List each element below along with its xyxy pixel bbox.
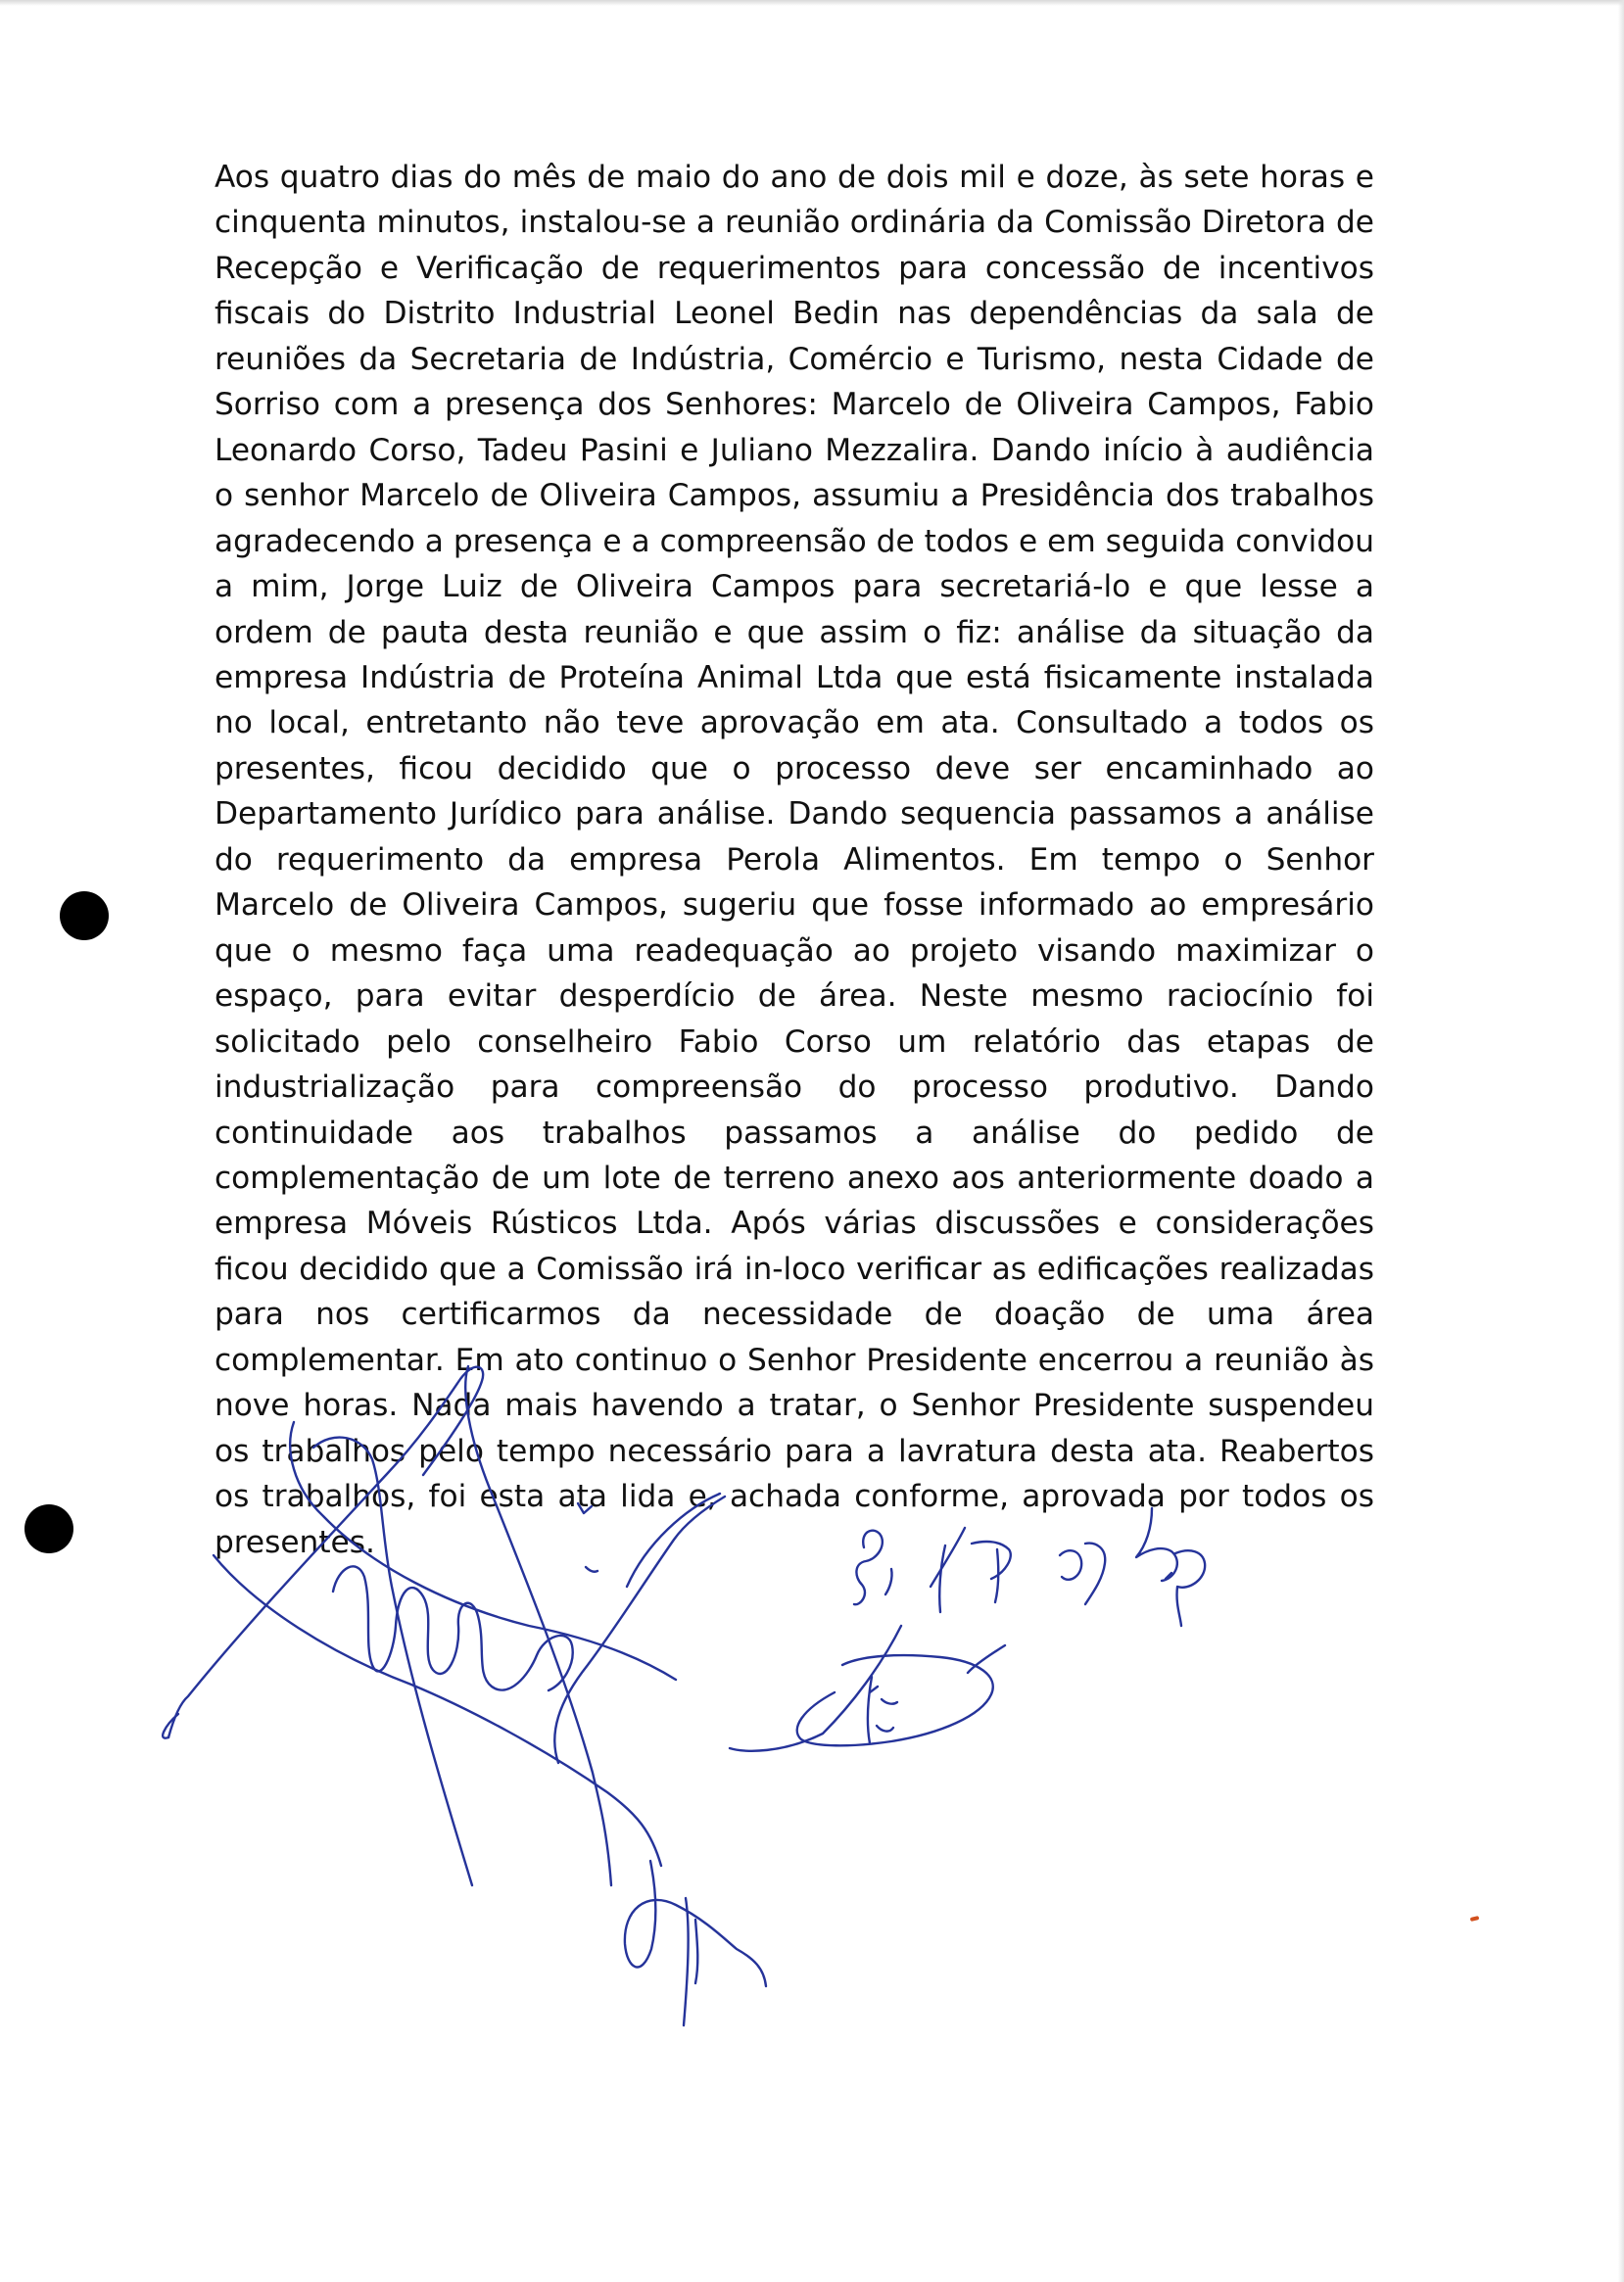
signature-stroke (882, 1699, 897, 1704)
signature-stroke (214, 1555, 661, 1866)
signature-stroke (885, 1569, 892, 1594)
signature-stroke (877, 1726, 893, 1732)
signature-stroke (586, 1567, 597, 1572)
signature-stroke (868, 1677, 872, 1743)
signature-stroke (684, 1898, 689, 2025)
signature-stroke (333, 1566, 573, 1690)
signature-stroke (695, 1920, 697, 1983)
signature-stroke (625, 1861, 766, 1986)
signature-stroke (968, 1645, 1005, 1673)
scan-edge-shadow (0, 0, 1624, 6)
punch-hole (24, 1504, 73, 1553)
signature-stroke (730, 1626, 901, 1751)
signature-stroke (797, 1655, 993, 1745)
scan-edge-shadow-right (1618, 0, 1624, 2282)
stray-ink-mark (1470, 1916, 1480, 1922)
punch-hole (60, 891, 109, 940)
signature-stroke (1166, 1573, 1171, 1579)
signature-stroke (870, 1687, 878, 1692)
signature-stroke (163, 1714, 178, 1738)
minutes-body-text: Aos quatro dias do mês de maio do ano de dois mil e doze, às sete horas e cinquenta minutos, instalou-se a reunião ordinária da Comissão Diretora de Recepção e Verificação de requerimentos para concessão de incentivos fiscais do Distrito Industrial Leonel Bedin nas dependências da sala de reuniões da Secretaria de Indústria, Comércio e Turismo, nesta Cidade de Sorriso com a presença dos Senhores: Marcelo de Oliveira Campos, Fabio Leonardo Corso, Tadeu Pasini e Juliano Mezzalira. Dando início à audiência o senhor Marcelo de Oliveira Campos, assumiu a Presidência dos trabalhos agradecendo a presença e a compreensão de todos e em seguida convidou a mim, Jorge Luiz de Oliveira Campos para secretariá-lo e que lesse a ordem de pauta desta reunião e que assim o fiz: análise da situação da empresa Indústria de Proteína Animal Ltda que está fisicamente instalada no local, entretanto não teve aprovação em ata. Consultado a todos os presentes, ficou decidido que o processo deve ser encaminhado ao Departamento Jurídico para análise. Dando sequencia passamos a análise do requerimento da empresa Perola Alimentos. Em tempo o Senhor Marcelo de Oliveira Campos, sugeriu que fosse informado ao empresário que o mesmo faça uma readequação ao projeto visando maximizar o espaço, para evitar desperdício de área. Neste mesmo raciocínio foi solicitado pelo conselheiro Fabio Corso um relatório das etapas de industrialização para compreensão do processo produtivo. Dando continuidade aos trabalhos passamos a análise do pedido de complementação de um lote de terreno anexo aos anteriormente doado a empresa Móveis Rústicos Ltda. Após várias discussões e considerações ficou decidido que a Comissão irá in-loco verificar as edificações realizadas para nos certificarmos da necessidade de doação de uma área complementar. Em ato continuo o Senhor Presidente encerrou a reunião às nove horas. Nada mais havendo a tratar, o Senhor Presidente suspendeu os trabalhos pelo tempo necessário para a lavratura desta ata. Reabertos os trabalhos, foi esta ata lida e, achada conforme, aprovada por todos os presentes. (215, 160, 1374, 1560)
